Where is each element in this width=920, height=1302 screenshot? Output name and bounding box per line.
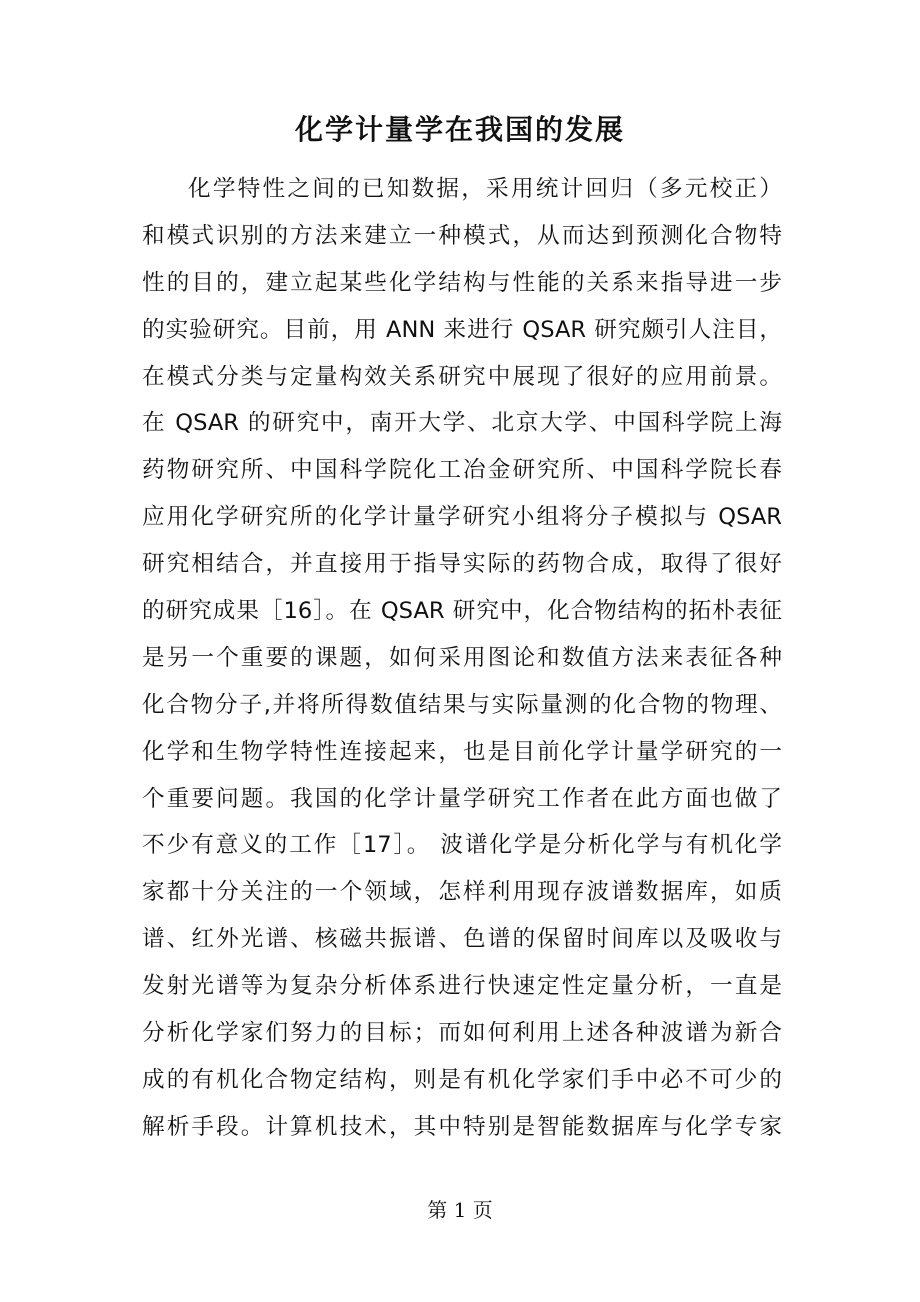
text-line: 药物研究所、中国科学院化工冶金研究所、中国科学院长春 [142,457,782,484]
text-line: 的实验研究。目前，用 ANN 来进行 QSAR 研究颇引人注目， [142,316,782,343]
text-line: 的研究成果［16］。在 QSAR 研究中，化合物结构的拓朴表征 [142,598,782,625]
text-line: 谱、红外光谱、核磁共振谱、色谱的保留时间库以及吸收与 [142,926,782,953]
text-line: 在模式分类与定量构效关系研究中展现了很好的应用前景。 [142,363,782,390]
text-line: 和模式识别的方法来建立一种模式，从而达到预测化合物特 [142,222,782,249]
text-line: 在 QSAR 的研究中，南开大学、北京大学、中国科学院上海 [142,410,782,437]
text-line: 成的有机化合物定结构，则是有机化学家们手中必不可少的 [142,1066,782,1093]
body-paragraph [142,166,782,1151]
text-line: 分析化学家们努力的目标；而如何利用上述各种波谱为新合 [142,1020,782,1047]
text-line: 性的目的，建立起某些化学结构与性能的关系来指导进一步 [142,269,782,296]
page-number: 第 1 页 [427,1198,493,1222]
text-line: 化学特性之间的已知数据，采用统计回归（多元校正） [188,176,782,202]
text-line: 解析手段。计算机技术，其中特别是智能数据库与化学专家 [142,1113,782,1140]
text-line: 发射光谱等为复杂分析体系进行快速定性定量分析，一直是 [142,973,782,1000]
text-line: 不少有意义的工作［17］。 波谱化学是分析化学与有机化学 [142,832,782,859]
text-line: 化合物分子,并将所得数值结果与实际量测的化合物的物理、 [142,691,782,718]
text-line: 家都十分关注的一个领域，怎样利用现存波谱数据库，如质 [142,879,782,906]
text-line: 应用化学研究所的化学计量学研究小组将分子模拟与 QSAR [142,504,782,531]
text-line: 研究相结合，并直接用于指导实际的药物合成，取得了很好 [142,551,782,578]
text-line: 个重要问题。我国的化学计量学研究工作者在此方面也做了 [142,785,782,812]
text-line: 是另一个重要的课题，如何采用图论和数值方法来表征各种 [142,644,782,671]
text-line: 化学和生物学特性连接起来，也是目前化学计量学研究的一 [142,738,782,765]
document-title: 化学计量学在我国的发展 [294,113,625,146]
